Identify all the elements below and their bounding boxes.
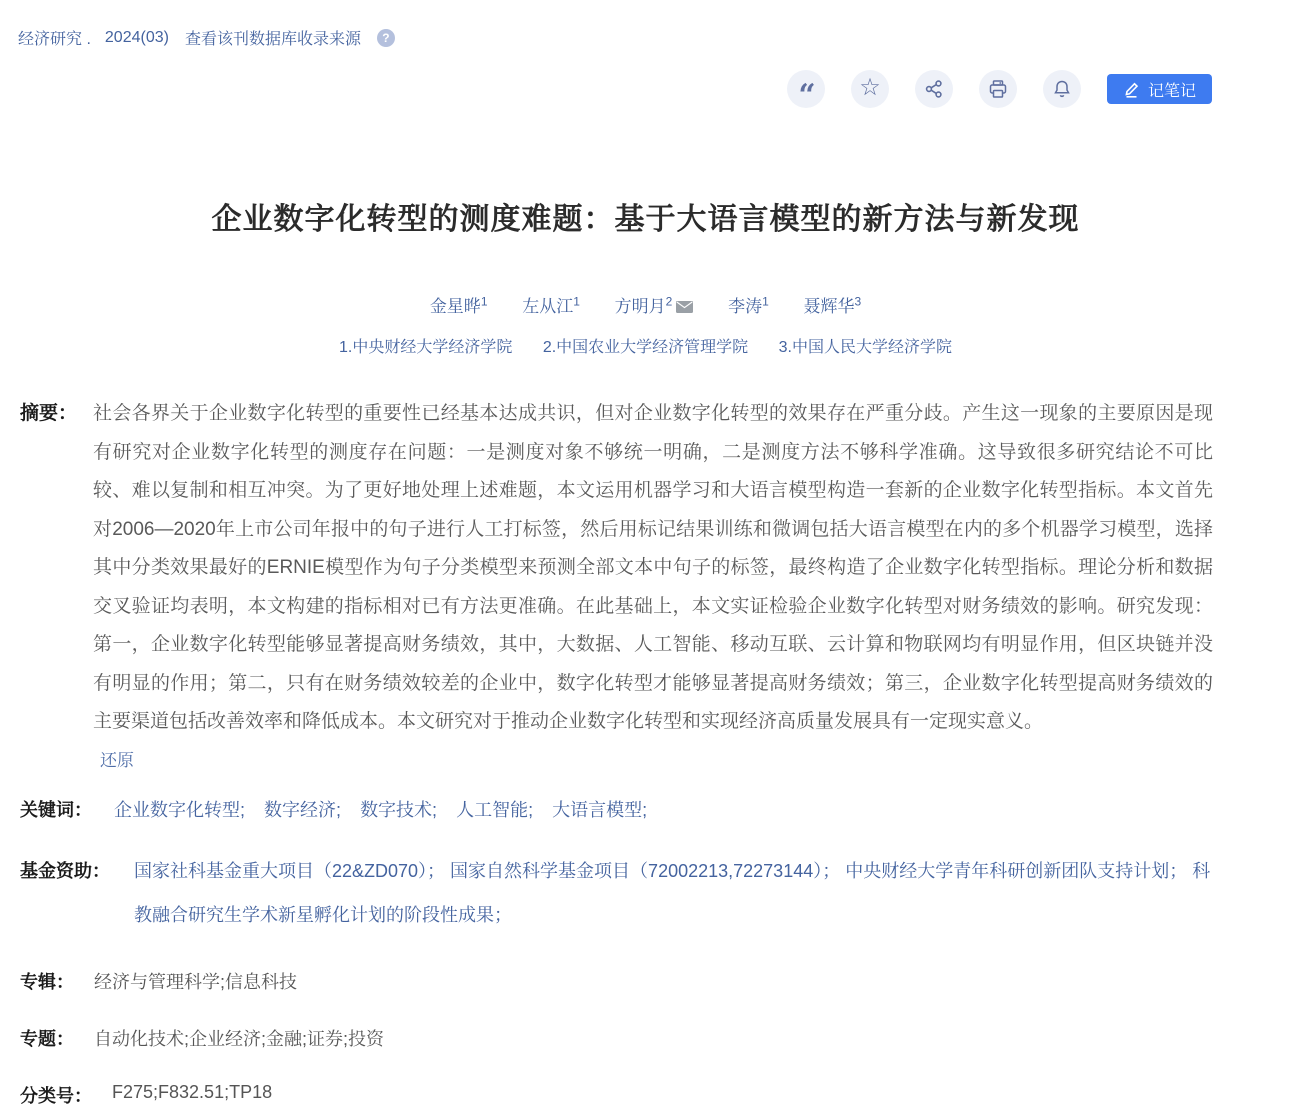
authors-row — [0, 292, 1291, 317]
affiliation-link[interactable]: 3.中国人民大学经济学院 — [778, 339, 952, 356]
print-icon — [988, 79, 1008, 99]
keyword-link[interactable]: 数字经济; — [264, 799, 342, 820]
keywords-section — [0, 797, 1291, 823]
print-button[interactable] — [979, 70, 1017, 108]
journal-name[interactable]: 经济研究 . — [18, 31, 91, 48]
keyword-link[interactable]: 人工智能; — [456, 799, 534, 820]
clc-label: 分类号： — [20, 1085, 92, 1106]
album-label: 专辑： — [20, 971, 74, 992]
author-link[interactable]: 方明月$^2$ — [615, 297, 694, 316]
affiliation-link[interactable]: 2.中国农业大学经济管理学院 — [542, 339, 749, 356]
question-icon[interactable]: ? — [377, 29, 395, 47]
author-link[interactable]: 李涛$^1$ — [728, 294, 769, 316]
topic-value: 自动化技术;企业经济;金融;证券;投资 — [94, 1028, 385, 1049]
alert-button[interactable] — [1043, 70, 1081, 108]
quote-button[interactable] — [787, 70, 825, 113]
funds-links[interactable]: 国家社科基金重大项目（22&ZD070）； 国家自然科学基金项目（72002213,72273144）； 中央财经大学青年科研创新团队支持计划； 科教融合研究生学术新星孵化计划的阶段性成果； — [134, 860, 1211, 925]
page-title: 企业数字化转型的测度难题：基于大语言模型的新方法与新发现 — [211, 203, 1080, 236]
take-notes-label: 记笔记 — [1147, 82, 1196, 100]
envelope-icon — [676, 301, 693, 313]
journal-source-link[interactable]: 查看该刊数据库收录来源 — [184, 31, 361, 48]
share-button[interactable] — [915, 70, 953, 108]
journal-info-bar — [0, 0, 1291, 49]
clc-value: F275;F832.51;TP18 — [112, 1081, 273, 1102]
favorite-star-icon: ☆ — [859, 74, 881, 101]
keyword-link[interactable]: 企业数字化转型; — [114, 799, 246, 820]
album-section — [0, 968, 1291, 994]
abstract-label: 摘要： — [20, 403, 78, 424]
keywords-list — [114, 797, 661, 823]
funds-section — [0, 849, 1291, 937]
album-value: 经济与管理科学;信息科技 — [94, 971, 297, 992]
keywords-label: 关键词： — [20, 799, 92, 820]
keyword-link[interactable]: 大语言模型; — [552, 799, 648, 820]
funds-label: 基金资助： — [20, 860, 110, 881]
pencil-icon — [1123, 81, 1140, 98]
share-icon — [924, 79, 944, 99]
author-link[interactable]: 左从江$^1$ — [522, 294, 580, 316]
restore-link[interactable]: 还原 — [100, 750, 134, 770]
topic-section — [0, 1025, 1291, 1051]
article-toolbar — [0, 70, 1291, 113]
journal-issue: 2024(03) — [104, 28, 169, 46]
abstract-text: 社会各界关于企业数字化转型的重要性已经基本达成共识，但对企业数字化转型的效果存在严重分歧。产生这一现象的主要原因是现有研究对企业数字化转型的测度存在问题：一是测度对象不够统一明确，二是测度方法不够科学准确。这导致很多研究结论不可比较、难以复制和相互冲突。为了更好地处理上述难题，本文运用机器学习和大语言模型构造一套新的企业数字化转型指标。本文首先对2006—2020年上市公司年报中的句子进行人工打标签，然后用标记结果训练和微调包括大语言模型在内的多个机器学习模型，选择其中分类效果最好的ERNIE模型作为句子分类模型来预测全部文本中句子的标签，最终构造了企业数字化转型指标。理论分析和数据交叉验证均表明，本文构建的指标相对已有方法更准确。在此基础上，本文实证检验企业数字化转型对财务绩效的影响。研究发现：第一，企业数字化转型能够显著提高财务绩效，其中，大数据、人工智能、移动互联、云计算和物联网均有明显作用，但区块链并没有明显的作用；第二，只有在财务绩效较差的企业中，数字化转型才能够显著提高财务绩效；第三，企业数字化转型提高财务绩效的主要渠道包括改善效率和降低成本。本文研究对于推动企业数字化转型和实现经济高质量发展具有一定现实意义。 — [93, 403, 1213, 732]
abstract-section — [0, 395, 1291, 742]
keyword-link[interactable]: 数字技术; — [360, 799, 438, 820]
take-notes-button[interactable] — [1107, 74, 1212, 104]
favorite-button[interactable] — [851, 70, 889, 108]
clc-section — [0, 1082, 1291, 1108]
quote-icon: “ — [798, 78, 814, 113]
affiliations-row — [0, 334, 1291, 357]
topic-label: 专题： — [20, 1028, 74, 1049]
alert-bell-icon — [1052, 79, 1072, 99]
author-link[interactable]: 聂辉华$^3$ — [803, 294, 862, 316]
author-link[interactable]: 金星晔$^1$ — [429, 294, 488, 316]
affiliation-link[interactable]: 1.中央财经大学经济学院 — [339, 339, 513, 356]
